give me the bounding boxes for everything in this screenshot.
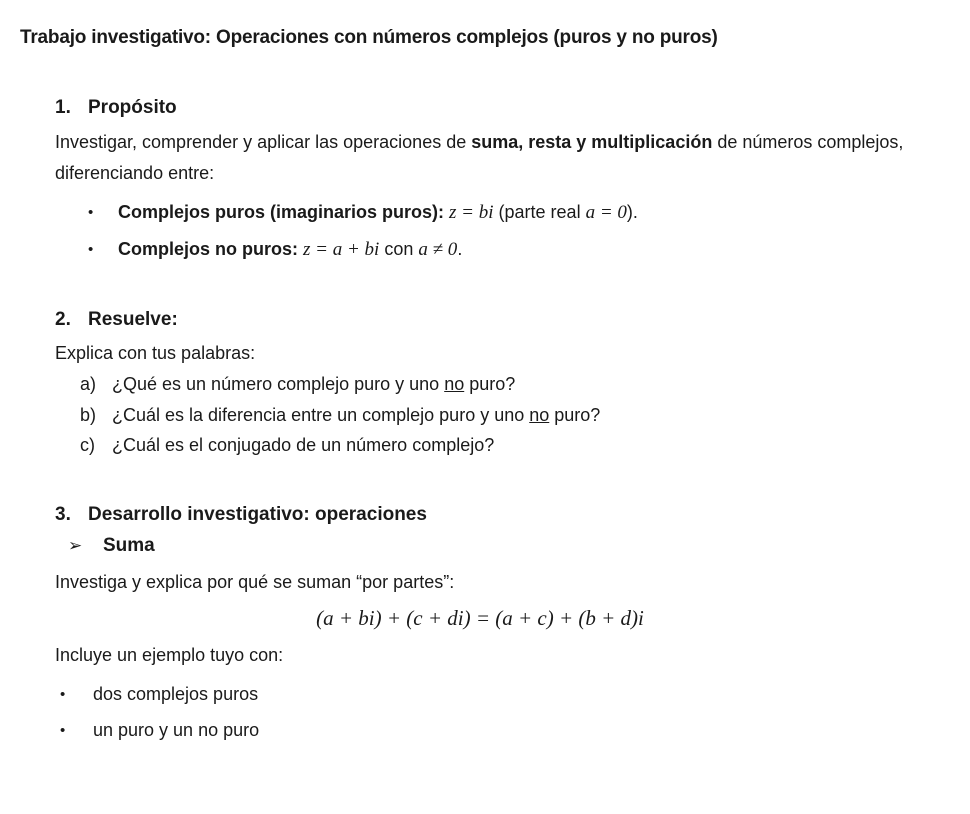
question-pre: ¿Qué es un número complejo puro y uno xyxy=(112,374,445,394)
question-text xyxy=(112,369,515,400)
list-item xyxy=(60,679,970,710)
list-item-text: dos complejos puros xyxy=(93,683,259,704)
subheading-suma xyxy=(68,531,970,560)
list-item-plain: con xyxy=(379,239,419,259)
inline-math: a ≠ 0 xyxy=(418,239,458,260)
question-underlined: no xyxy=(444,374,465,394)
section-1-number: 1. xyxy=(55,97,71,118)
section-1-heading xyxy=(55,95,970,121)
list-item-bold: Complejos puros (imaginarios puros): xyxy=(118,202,450,222)
question-pre: ¿Cuál es la diferencia entre un complejo puro y uno xyxy=(112,404,530,425)
list-item-plain: . xyxy=(457,239,463,259)
question-post: puro? xyxy=(464,374,516,394)
display-formula: (a + bi) + (c + di) = (a + c) + (b + d)i xyxy=(316,605,644,630)
section-3-paragraph-2: Incluye un ejemplo tuyo con: xyxy=(55,644,284,665)
question-label: a) xyxy=(80,374,97,394)
list-item-bold: Complejos no puros: xyxy=(118,239,304,259)
section-3-paragraph-1: Investiga y explica por qué se suman “por partes”: xyxy=(55,571,455,592)
inline-math: a = 0 xyxy=(585,202,627,223)
section-3-heading xyxy=(55,502,970,528)
section-3-title: Desarrollo investigativo: operaciones xyxy=(88,503,427,525)
question-item-c xyxy=(80,430,970,461)
paragraph-bold-text: suma, resta y multiplicación xyxy=(471,132,713,152)
question-text xyxy=(112,400,600,431)
section-2-heading xyxy=(55,307,970,333)
paragraph-text: Investigar, comprender y aplicar las operaciones de xyxy=(55,132,472,152)
subheading-label: Suma xyxy=(103,534,155,556)
question-text xyxy=(112,430,494,461)
question-label: c) xyxy=(80,435,95,455)
section-3-number: 3. xyxy=(55,503,71,525)
list-item-plain: (parte real xyxy=(493,202,586,222)
list-item-text xyxy=(118,197,638,228)
arrow-bullet-icon: ➢ xyxy=(68,535,83,555)
list-item-text xyxy=(118,234,462,265)
question-pre: ¿Cuál es el conjugado de un número complejo? xyxy=(112,435,495,455)
document-title: Trabajo investigativo: Operaciones con números complejos (puros y no puros) xyxy=(20,27,718,48)
section-2-intro: Explica con tus palabras: xyxy=(55,343,256,363)
bullet-icon: • xyxy=(60,685,66,703)
bullet-icon: • xyxy=(88,204,94,221)
list-item-text: un puro y un no puro xyxy=(93,719,260,740)
question-label: b) xyxy=(80,404,97,425)
bullet-icon: • xyxy=(60,721,66,739)
list-item xyxy=(88,197,970,228)
question-post: puro? xyxy=(549,404,601,425)
list-item-plain: ). xyxy=(626,202,638,222)
bullet-icon: • xyxy=(88,241,94,258)
section-2-number: 2. xyxy=(55,309,71,330)
list-item xyxy=(60,715,970,746)
inline-math: z = bi xyxy=(449,202,494,223)
question-underlined: no xyxy=(529,404,550,425)
section-1-paragraph xyxy=(55,127,935,189)
section-2-title: Resuelve: xyxy=(88,309,178,330)
list-item xyxy=(88,234,970,265)
inline-math: z = a + bi xyxy=(303,239,380,260)
question-item-a xyxy=(80,369,970,400)
question-item-b xyxy=(80,400,970,431)
section-1-title: Propósito xyxy=(88,97,177,118)
paragraph-text: de números complejos, diferenciando entre: xyxy=(55,132,904,183)
